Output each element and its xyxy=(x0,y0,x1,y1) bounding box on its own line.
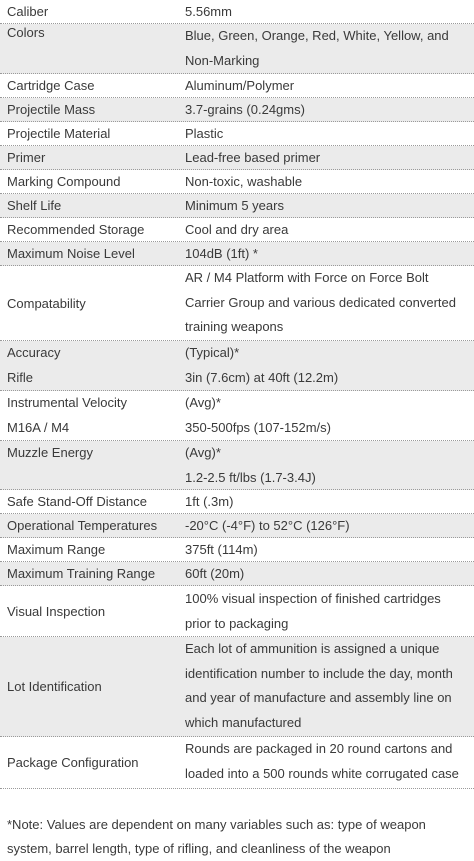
spec-value: Plastic xyxy=(185,126,224,141)
spec-sub-label: Rifle xyxy=(7,369,34,385)
spec-label: Maximum Noise Level xyxy=(7,246,135,261)
spec-label: Colors xyxy=(7,25,45,40)
spec-row-instrumental-velocity xyxy=(0,391,474,441)
spec-value: Rounds are packaged in 20 round cartons and loaded into a 500 rounds white corrugated case xyxy=(185,741,459,781)
spec-value: Minimum 5 years xyxy=(185,198,284,213)
spec-label: Instrumental Velocity xyxy=(7,395,127,410)
spec-row-compatability xyxy=(0,266,474,341)
spec-sub-value: 1.2-2.5 ft/lbs (1.7-3.4J) xyxy=(185,469,316,485)
spec-row-maximum-noise-level xyxy=(0,242,474,266)
spec-row-muzzle-energy xyxy=(0,441,474,490)
spec-value: Aluminum/Polymer xyxy=(185,78,295,93)
spec-value: Non-toxic, washable xyxy=(185,174,303,189)
spec-row-accuracy xyxy=(0,341,474,391)
spec-label: Muzzle Energy xyxy=(7,445,93,460)
spec-label: Marking Compound xyxy=(7,174,121,189)
spec-row-visual-inspection xyxy=(0,586,474,637)
spec-value: -20°C (-4°F) to 52°C (126°F) xyxy=(185,518,350,533)
spec-label: Operational Temperatures xyxy=(7,518,158,533)
spec-value: (Avg)* xyxy=(185,395,221,410)
spec-label: Projectile Mass xyxy=(7,102,96,117)
spec-value: 100% visual inspection of finished cartridges prior to packaging xyxy=(185,591,441,631)
spec-value: 60ft (20m) xyxy=(185,566,245,581)
spec-value: 1ft (.3m) xyxy=(185,494,234,509)
spec-row-shelf-life xyxy=(0,194,474,218)
spec-label: Maximum Range xyxy=(7,542,106,557)
spec-label: Compatability xyxy=(7,295,86,311)
spec-sub-label: M16A / M4 xyxy=(7,419,70,435)
spec-row-operational-temperatures xyxy=(0,514,474,538)
footnote: *Note: Values are dependent on many variables such as: type of weapon system, barrel length, type of rifling, and cleanliness of the weapon xyxy=(7,817,426,856)
spec-row-marking-compound xyxy=(0,170,474,194)
spec-row-safe-standoff-distance xyxy=(0,490,474,514)
spec-value: Each lot of ammunition is assigned a unique identification number to include the day, month and year of manufacture and assembly line on which manufactured xyxy=(185,641,453,730)
spec-row-lot-identification xyxy=(0,637,474,737)
spec-row-recommended-storage xyxy=(0,218,474,242)
spec-value: 3.7-grains (0.24gms) xyxy=(185,102,305,117)
spec-label: Primer xyxy=(7,150,46,165)
spec-row-colors xyxy=(0,24,474,74)
spec-row-cartridge-case xyxy=(0,74,474,98)
spec-row-projectile-material xyxy=(0,122,474,146)
spec-label: Recommended Storage xyxy=(7,222,145,237)
spec-row-caliber xyxy=(0,0,474,24)
spec-row-projectile-mass xyxy=(0,98,474,122)
spec-value: 5.56mm xyxy=(185,4,232,19)
spec-value: Lead-free based primer xyxy=(185,150,321,165)
spec-label: Projectile Material xyxy=(7,126,111,141)
spec-label: Package Configuration xyxy=(7,755,139,770)
spec-label: Visual Inspection xyxy=(7,603,106,619)
spec-value: (Typical)* xyxy=(185,345,240,360)
spec-value: Blue, Green, Orange, Red, White, Yellow, and Non-Marking xyxy=(185,28,449,68)
spec-value: AR / M4 Platform with Force on Force Bolt Carrier Group and various dedicated converted training weapons xyxy=(185,270,456,334)
spec-label: Maximum Training Range xyxy=(7,566,156,581)
spec-value: (Avg)* xyxy=(185,445,221,460)
spec-label: Safe Stand-Off Distance xyxy=(7,494,147,509)
spec-sub-value: 350-500fps (107-152m/s) xyxy=(185,419,331,435)
spec-value: 375ft (114m) xyxy=(185,542,258,557)
spec-label: Cartridge Case xyxy=(7,78,95,93)
spec-row-maximum-range xyxy=(0,538,474,562)
spec-row-package-configuration xyxy=(0,737,474,789)
spec-value: 104dB (1ft) * xyxy=(185,246,258,261)
spec-label: Lot Identification xyxy=(7,679,102,694)
spec-value: Cool and dry area xyxy=(185,222,289,237)
spec-label: Caliber xyxy=(7,4,49,19)
spec-row-maximum-training-range xyxy=(0,562,474,586)
spec-sub-value: 3in (7.6cm) at 40ft (12.2m) xyxy=(185,369,339,385)
spec-row-primer xyxy=(0,146,474,170)
spec-label: Shelf Life xyxy=(7,198,62,213)
spec-label: Accuracy xyxy=(7,345,61,360)
